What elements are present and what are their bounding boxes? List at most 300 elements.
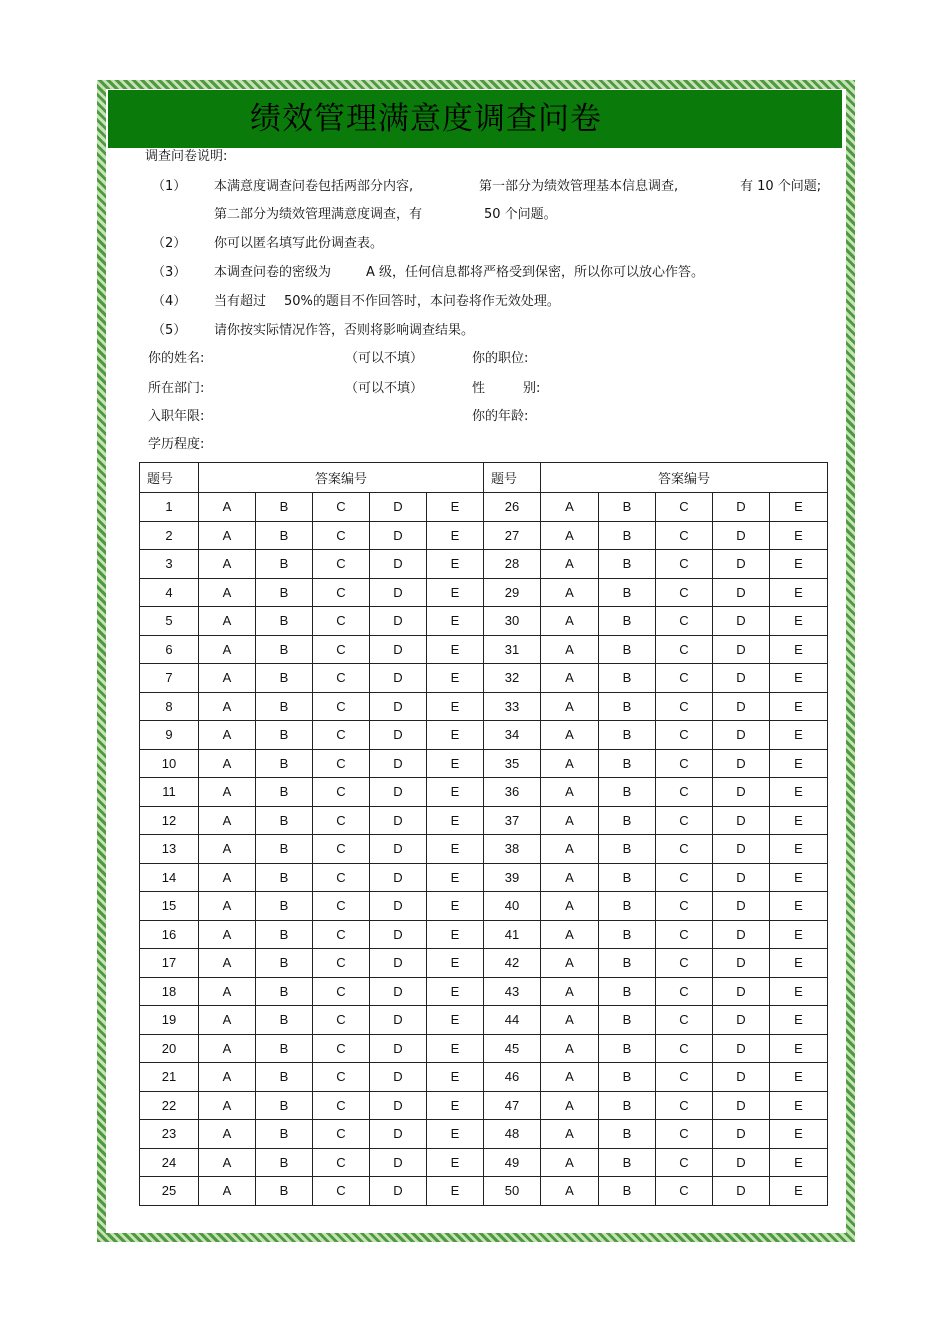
answer-option-a[interactable]: A <box>199 977 256 1006</box>
answer-option-a[interactable]: A <box>541 749 599 778</box>
answer-option-c[interactable]: C <box>656 920 713 949</box>
answer-option-b[interactable]: B <box>256 1091 313 1120</box>
page-title: 绩效管理满意度调查问卷 <box>250 101 602 137</box>
answer-option-b[interactable]: B <box>599 977 656 1006</box>
answer-option-b[interactable]: B <box>599 749 656 778</box>
answer-option-d[interactable]: D <box>713 493 770 522</box>
answer-option-c[interactable]: C <box>313 806 370 835</box>
answer-option-e[interactable]: E <box>427 1148 484 1177</box>
answer-option-b[interactable]: B <box>256 635 313 664</box>
answer-option-e[interactable]: E <box>770 1034 828 1063</box>
answer-option-c[interactable]: C <box>313 778 370 807</box>
answer-option-a[interactable]: A <box>541 635 599 664</box>
answer-option-a[interactable]: A <box>199 692 256 721</box>
answer-option-b[interactable]: B <box>256 664 313 693</box>
answer-option-c[interactable]: C <box>313 1034 370 1063</box>
answer-option-c[interactable]: C <box>313 578 370 607</box>
answer-option-d[interactable]: D <box>370 806 427 835</box>
answer-option-c[interactable]: C <box>656 1006 713 1035</box>
answer-option-d[interactable]: D <box>713 1063 770 1092</box>
answer-option-a[interactable]: A <box>199 892 256 921</box>
answer-option-e[interactable]: E <box>770 635 828 664</box>
answer-option-b[interactable]: B <box>256 1148 313 1177</box>
answer-option-e[interactable]: E <box>427 1091 484 1120</box>
answer-option-a[interactable]: A <box>541 578 599 607</box>
answer-option-c[interactable]: C <box>313 749 370 778</box>
answer-option-c[interactable]: C <box>656 1091 713 1120</box>
answer-option-c[interactable]: C <box>313 550 370 579</box>
answer-option-b[interactable]: B <box>256 749 313 778</box>
question-number: 16 <box>140 920 199 949</box>
instruction-3-num: （3） <box>152 265 187 280</box>
answer-option-d[interactable]: D <box>713 607 770 636</box>
answer-option-d[interactable]: D <box>370 1177 427 1206</box>
answer-option-c[interactable]: C <box>313 721 370 750</box>
answer-option-e[interactable]: E <box>770 578 828 607</box>
answer-option-e[interactable]: E <box>427 692 484 721</box>
answer-option-a[interactable]: A <box>199 721 256 750</box>
answer-option-c[interactable]: C <box>656 863 713 892</box>
answer-option-b[interactable]: B <box>256 949 313 978</box>
answer-option-b[interactable]: B <box>256 493 313 522</box>
answer-option-c[interactable]: C <box>313 1148 370 1177</box>
answer-option-d[interactable]: D <box>713 835 770 864</box>
answer-option-b[interactable]: B <box>256 1177 313 1206</box>
answer-option-d[interactable]: D <box>370 721 427 750</box>
answer-option-a[interactable]: A <box>541 1006 599 1035</box>
question-number: 10 <box>140 749 199 778</box>
answer-option-d[interactable]: D <box>713 692 770 721</box>
answer-option-e[interactable]: E <box>770 692 828 721</box>
answer-option-a[interactable]: A <box>199 1148 256 1177</box>
answer-option-d[interactable]: D <box>370 692 427 721</box>
table-row <box>140 977 828 1006</box>
answer-option-e[interactable]: E <box>427 635 484 664</box>
answer-option-c[interactable]: C <box>656 578 713 607</box>
answer-option-d[interactable]: D <box>370 521 427 550</box>
answer-option-b[interactable]: B <box>599 1148 656 1177</box>
department-optional-note: （可以不填） <box>345 381 424 396</box>
answer-option-e[interactable]: E <box>770 1120 828 1149</box>
answer-option-c[interactable]: C <box>313 920 370 949</box>
answer-option-b[interactable]: B <box>599 1034 656 1063</box>
answer-option-a[interactable]: A <box>199 521 256 550</box>
answer-option-d[interactable]: D <box>713 721 770 750</box>
answer-option-d[interactable]: D <box>370 949 427 978</box>
answer-option-e[interactable]: E <box>427 578 484 607</box>
answer-option-a[interactable]: A <box>541 863 599 892</box>
answer-option-c[interactable]: C <box>656 892 713 921</box>
header-answer-code-right: 答案编号 <box>541 463 828 493</box>
answer-option-a[interactable]: A <box>199 635 256 664</box>
answer-option-b[interactable]: B <box>256 1034 313 1063</box>
question-number: 12 <box>140 806 199 835</box>
question-number: 27 <box>484 521 541 550</box>
department-label: 所在部门: <box>148 381 205 396</box>
answer-option-c[interactable]: C <box>656 1034 713 1063</box>
answer-option-b[interactable]: B <box>256 806 313 835</box>
answer-option-b[interactable]: B <box>256 1063 313 1092</box>
answer-option-b[interactable]: B <box>599 692 656 721</box>
name-optional-note: （可以不填） <box>345 351 424 366</box>
answer-option-c[interactable]: C <box>656 635 713 664</box>
answer-option-d[interactable]: D <box>713 892 770 921</box>
answer-option-d[interactable]: D <box>370 920 427 949</box>
answer-option-b[interactable]: B <box>599 1120 656 1149</box>
answer-option-c[interactable]: C <box>313 692 370 721</box>
answer-option-d[interactable]: D <box>370 607 427 636</box>
answer-option-e[interactable]: E <box>770 1006 828 1035</box>
answer-option-a[interactable]: A <box>541 721 599 750</box>
answer-option-a[interactable]: A <box>541 949 599 978</box>
answer-option-e[interactable]: E <box>427 920 484 949</box>
answer-option-a[interactable]: A <box>541 521 599 550</box>
answer-option-e[interactable]: E <box>427 521 484 550</box>
answer-option-e[interactable]: E <box>770 1091 828 1120</box>
question-number: 9 <box>140 721 199 750</box>
answer-option-b[interactable]: B <box>256 578 313 607</box>
answer-option-a[interactable]: A <box>541 1120 599 1149</box>
answer-option-e[interactable]: E <box>770 892 828 921</box>
answer-option-c[interactable]: C <box>656 1120 713 1149</box>
answer-option-b[interactable]: B <box>256 977 313 1006</box>
answer-option-e[interactable]: E <box>770 949 828 978</box>
table-header-row <box>140 463 828 493</box>
question-number: 11 <box>140 778 199 807</box>
answer-option-c[interactable]: C <box>656 664 713 693</box>
answer-option-d[interactable]: D <box>370 493 427 522</box>
answer-option-c[interactable]: C <box>656 550 713 579</box>
answer-option-e[interactable]: E <box>770 977 828 1006</box>
answer-option-a[interactable]: A <box>541 607 599 636</box>
question-number: 3 <box>140 550 199 579</box>
answer-option-e[interactable]: E <box>770 1063 828 1092</box>
answer-option-c[interactable]: C <box>313 1177 370 1206</box>
answer-option-a[interactable]: A <box>541 692 599 721</box>
table-row <box>140 1063 828 1092</box>
question-number: 4 <box>140 578 199 607</box>
answer-option-b[interactable]: B <box>599 1006 656 1035</box>
answer-option-e[interactable]: E <box>427 949 484 978</box>
answer-option-c[interactable]: C <box>656 1148 713 1177</box>
answer-option-d[interactable]: D <box>370 578 427 607</box>
answer-option-a[interactable]: A <box>199 1091 256 1120</box>
answer-option-b[interactable]: B <box>599 1063 656 1092</box>
answer-option-e[interactable]: E <box>770 1148 828 1177</box>
question-number: 34 <box>484 721 541 750</box>
answer-option-a[interactable]: A <box>541 1091 599 1120</box>
answer-option-a[interactable]: A <box>541 493 599 522</box>
answer-option-a[interactable]: A <box>199 949 256 978</box>
answer-option-c[interactable]: C <box>313 863 370 892</box>
answer-option-b[interactable]: B <box>256 1120 313 1149</box>
answer-option-e[interactable]: E <box>770 1177 828 1206</box>
question-number: 28 <box>484 550 541 579</box>
answer-option-a[interactable]: A <box>541 920 599 949</box>
answer-option-e[interactable]: E <box>770 749 828 778</box>
answer-option-c[interactable]: C <box>656 977 713 1006</box>
answer-option-b[interactable]: B <box>599 892 656 921</box>
question-number: 33 <box>484 692 541 721</box>
answer-option-c[interactable]: C <box>656 607 713 636</box>
instruction-1-line2-a: 第二部分为绩效管理满意度调查，有 <box>214 207 423 222</box>
answer-option-b[interactable]: B <box>599 664 656 693</box>
answer-option-d[interactable]: D <box>370 778 427 807</box>
answer-option-c[interactable]: C <box>313 1006 370 1035</box>
answer-option-a[interactable]: A <box>199 1177 256 1206</box>
table-row <box>140 1148 828 1177</box>
answer-option-e[interactable]: E <box>770 521 828 550</box>
answer-option-d[interactable]: D <box>370 1148 427 1177</box>
answer-option-b[interactable]: B <box>256 692 313 721</box>
answer-option-b[interactable]: B <box>256 521 313 550</box>
answer-option-e[interactable]: E <box>770 664 828 693</box>
answer-option-d[interactable]: D <box>370 1034 427 1063</box>
question-number: 20 <box>140 1034 199 1063</box>
table-row <box>140 1034 828 1063</box>
answer-option-c[interactable]: C <box>313 1063 370 1092</box>
answer-option-d[interactable]: D <box>370 1006 427 1035</box>
answer-option-a[interactable]: A <box>541 1034 599 1063</box>
answer-option-c[interactable]: C <box>313 664 370 693</box>
answer-option-e[interactable]: E <box>770 806 828 835</box>
answer-option-a[interactable]: A <box>199 806 256 835</box>
answer-option-b[interactable]: B <box>256 778 313 807</box>
answer-option-b[interactable]: B <box>599 863 656 892</box>
answer-option-c[interactable]: C <box>656 721 713 750</box>
answer-option-d[interactable]: D <box>713 749 770 778</box>
answer-option-c[interactable]: C <box>656 1063 713 1092</box>
answer-option-e[interactable]: E <box>427 1063 484 1092</box>
answer-option-c[interactable]: C <box>656 749 713 778</box>
answer-option-c[interactable]: C <box>656 835 713 864</box>
answer-option-d[interactable]: D <box>370 550 427 579</box>
answer-option-a[interactable]: A <box>541 664 599 693</box>
question-number: 26 <box>484 493 541 522</box>
answer-option-d[interactable]: D <box>370 664 427 693</box>
answer-option-a[interactable]: A <box>199 493 256 522</box>
answer-option-b[interactable]: B <box>599 607 656 636</box>
instructions-heading: 调查问卷说明: <box>145 149 228 164</box>
answer-option-a[interactable]: A <box>541 1063 599 1092</box>
answer-option-b[interactable]: B <box>256 721 313 750</box>
question-number: 30 <box>484 607 541 636</box>
answer-option-d[interactable]: D <box>713 778 770 807</box>
answer-option-e[interactable]: E <box>427 806 484 835</box>
answer-option-d[interactable]: D <box>713 578 770 607</box>
answer-option-a[interactable]: A <box>199 835 256 864</box>
question-number: 1 <box>140 493 199 522</box>
answer-option-c[interactable]: C <box>313 1120 370 1149</box>
instruction-1-num: （1） <box>152 179 187 194</box>
answer-option-d[interactable]: D <box>713 1120 770 1149</box>
answer-option-d[interactable]: D <box>713 1034 770 1063</box>
instruction-4-part-2: 50%的题目不作回答时，本问卷将作无效处理。 <box>284 294 560 309</box>
answer-option-e[interactable]: E <box>427 550 484 579</box>
answer-option-c[interactable]: C <box>656 493 713 522</box>
answer-option-d[interactable]: D <box>713 863 770 892</box>
answer-option-d[interactable]: D <box>370 977 427 1006</box>
answer-option-e[interactable]: E <box>427 493 484 522</box>
answer-option-a[interactable]: A <box>541 550 599 579</box>
answer-option-c[interactable]: C <box>313 835 370 864</box>
question-number: 25 <box>140 1177 199 1206</box>
answer-option-e[interactable]: E <box>427 863 484 892</box>
answer-option-d[interactable]: D <box>370 1120 427 1149</box>
answer-option-b[interactable]: B <box>599 920 656 949</box>
answer-option-a[interactable]: A <box>541 778 599 807</box>
answer-option-b[interactable]: B <box>599 721 656 750</box>
answer-option-a[interactable]: A <box>541 1177 599 1206</box>
answer-option-c[interactable]: C <box>313 607 370 636</box>
answer-option-b[interactable]: B <box>256 920 313 949</box>
answer-option-d[interactable]: D <box>713 1148 770 1177</box>
answer-option-d[interactable]: D <box>713 1006 770 1035</box>
answer-option-b[interactable]: B <box>599 521 656 550</box>
answer-option-d[interactable]: D <box>370 892 427 921</box>
answer-option-e[interactable]: E <box>427 1034 484 1063</box>
answer-option-c[interactable]: C <box>313 1091 370 1120</box>
answer-option-c[interactable]: C <box>656 778 713 807</box>
answer-option-e[interactable]: E <box>427 721 484 750</box>
answer-option-c[interactable]: C <box>313 949 370 978</box>
answer-option-c[interactable]: C <box>656 692 713 721</box>
answer-option-b[interactable]: B <box>599 835 656 864</box>
header-question-number-left: 题号 <box>140 463 199 493</box>
answer-option-a[interactable]: A <box>541 892 599 921</box>
answer-option-e[interactable]: E <box>427 607 484 636</box>
answer-option-d[interactable]: D <box>713 635 770 664</box>
answer-option-d[interactable]: D <box>713 977 770 1006</box>
answer-option-e[interactable]: E <box>770 493 828 522</box>
answer-option-d[interactable]: D <box>713 920 770 949</box>
answer-option-e[interactable]: E <box>770 920 828 949</box>
answer-option-e[interactable]: E <box>427 892 484 921</box>
answer-option-c[interactable]: C <box>656 949 713 978</box>
answer-option-a[interactable]: A <box>541 835 599 864</box>
answer-option-c[interactable]: C <box>313 521 370 550</box>
answer-option-d[interactable]: D <box>713 1177 770 1206</box>
answer-option-d[interactable]: D <box>713 521 770 550</box>
answer-option-a[interactable]: A <box>541 1148 599 1177</box>
answer-option-d[interactable]: D <box>370 1091 427 1120</box>
answer-option-e[interactable]: E <box>427 1006 484 1035</box>
answer-option-b[interactable]: B <box>599 578 656 607</box>
answer-option-d[interactable]: D <box>713 806 770 835</box>
answer-option-b[interactable]: B <box>599 1177 656 1206</box>
answer-option-e[interactable]: E <box>427 977 484 1006</box>
answer-option-e[interactable]: E <box>770 607 828 636</box>
answer-option-d[interactable]: D <box>370 835 427 864</box>
answer-option-e[interactable]: E <box>770 778 828 807</box>
answer-option-d[interactable]: D <box>370 863 427 892</box>
answer-option-b[interactable]: B <box>256 1006 313 1035</box>
answer-option-d[interactable]: D <box>713 1091 770 1120</box>
question-number: 5 <box>140 607 199 636</box>
answer-option-a[interactable]: A <box>199 1006 256 1035</box>
answer-option-b[interactable]: B <box>599 806 656 835</box>
answer-option-c[interactable]: C <box>313 977 370 1006</box>
answer-option-a[interactable]: A <box>199 607 256 636</box>
answer-option-a[interactable]: A <box>199 1063 256 1092</box>
instruction-1-part-2: 第一部分为绩效管理基本信息调查, <box>479 179 679 194</box>
answer-option-e[interactable]: E <box>427 664 484 693</box>
answer-option-d[interactable]: D <box>713 949 770 978</box>
answer-option-b[interactable]: B <box>599 778 656 807</box>
answer-option-d[interactable]: D <box>370 749 427 778</box>
answer-option-b[interactable]: B <box>599 1091 656 1120</box>
answer-option-e[interactable]: E <box>427 749 484 778</box>
answer-option-e[interactable]: E <box>427 1177 484 1206</box>
answer-option-b[interactable]: B <box>256 892 313 921</box>
answer-option-b[interactable]: B <box>599 493 656 522</box>
answer-option-a[interactable]: A <box>199 578 256 607</box>
answer-option-a[interactable]: A <box>199 749 256 778</box>
question-number: 22 <box>140 1091 199 1120</box>
answer-option-a[interactable]: A <box>199 920 256 949</box>
table-row <box>140 749 828 778</box>
answer-option-a[interactable]: A <box>199 863 256 892</box>
answer-option-b[interactable]: B <box>256 607 313 636</box>
answer-option-e[interactable]: E <box>770 835 828 864</box>
question-number: 42 <box>484 949 541 978</box>
answer-option-e[interactable]: E <box>770 721 828 750</box>
answer-option-b[interactable]: B <box>256 550 313 579</box>
answer-option-c[interactable]: C <box>313 892 370 921</box>
answer-option-b[interactable]: B <box>599 949 656 978</box>
table-row <box>140 1120 828 1149</box>
answer-option-b[interactable]: B <box>256 835 313 864</box>
header-question-number-right: 题号 <box>484 463 541 493</box>
question-number: 13 <box>140 835 199 864</box>
table-row <box>140 550 828 579</box>
answer-option-d[interactable]: D <box>370 635 427 664</box>
answer-option-a[interactable]: A <box>541 977 599 1006</box>
position-label: 你的职位: <box>472 351 529 366</box>
answer-option-b[interactable]: B <box>599 635 656 664</box>
table-row <box>140 692 828 721</box>
question-number: 29 <box>484 578 541 607</box>
answer-option-a[interactable]: A <box>199 1034 256 1063</box>
answer-option-a[interactable]: A <box>199 664 256 693</box>
answer-option-e[interactable]: E <box>770 863 828 892</box>
answer-option-b[interactable]: B <box>256 863 313 892</box>
answer-option-a[interactable]: A <box>199 550 256 579</box>
answer-option-c[interactable]: C <box>313 635 370 664</box>
answer-option-e[interactable]: E <box>770 550 828 579</box>
answer-option-c[interactable]: C <box>656 1177 713 1206</box>
question-number: 44 <box>484 1006 541 1035</box>
answer-option-d[interactable]: D <box>713 664 770 693</box>
answer-option-c[interactable]: C <box>656 521 713 550</box>
question-number: 50 <box>484 1177 541 1206</box>
answer-option-b[interactable]: B <box>599 550 656 579</box>
answer-option-c[interactable]: C <box>313 493 370 522</box>
answer-option-a[interactable]: A <box>541 806 599 835</box>
answer-option-a[interactable]: A <box>199 778 256 807</box>
answer-option-d[interactable]: D <box>713 550 770 579</box>
answer-option-c[interactable]: C <box>656 806 713 835</box>
answer-option-a[interactable]: A <box>199 1120 256 1149</box>
question-number: 48 <box>484 1120 541 1149</box>
answer-option-e[interactable]: E <box>427 835 484 864</box>
answer-option-d[interactable]: D <box>370 1063 427 1092</box>
education-label: 学历程度: <box>148 437 205 452</box>
name-label: 你的姓名: <box>148 351 205 366</box>
question-number: 21 <box>140 1063 199 1092</box>
answer-option-e[interactable]: E <box>427 1120 484 1149</box>
answer-option-e[interactable]: E <box>427 778 484 807</box>
